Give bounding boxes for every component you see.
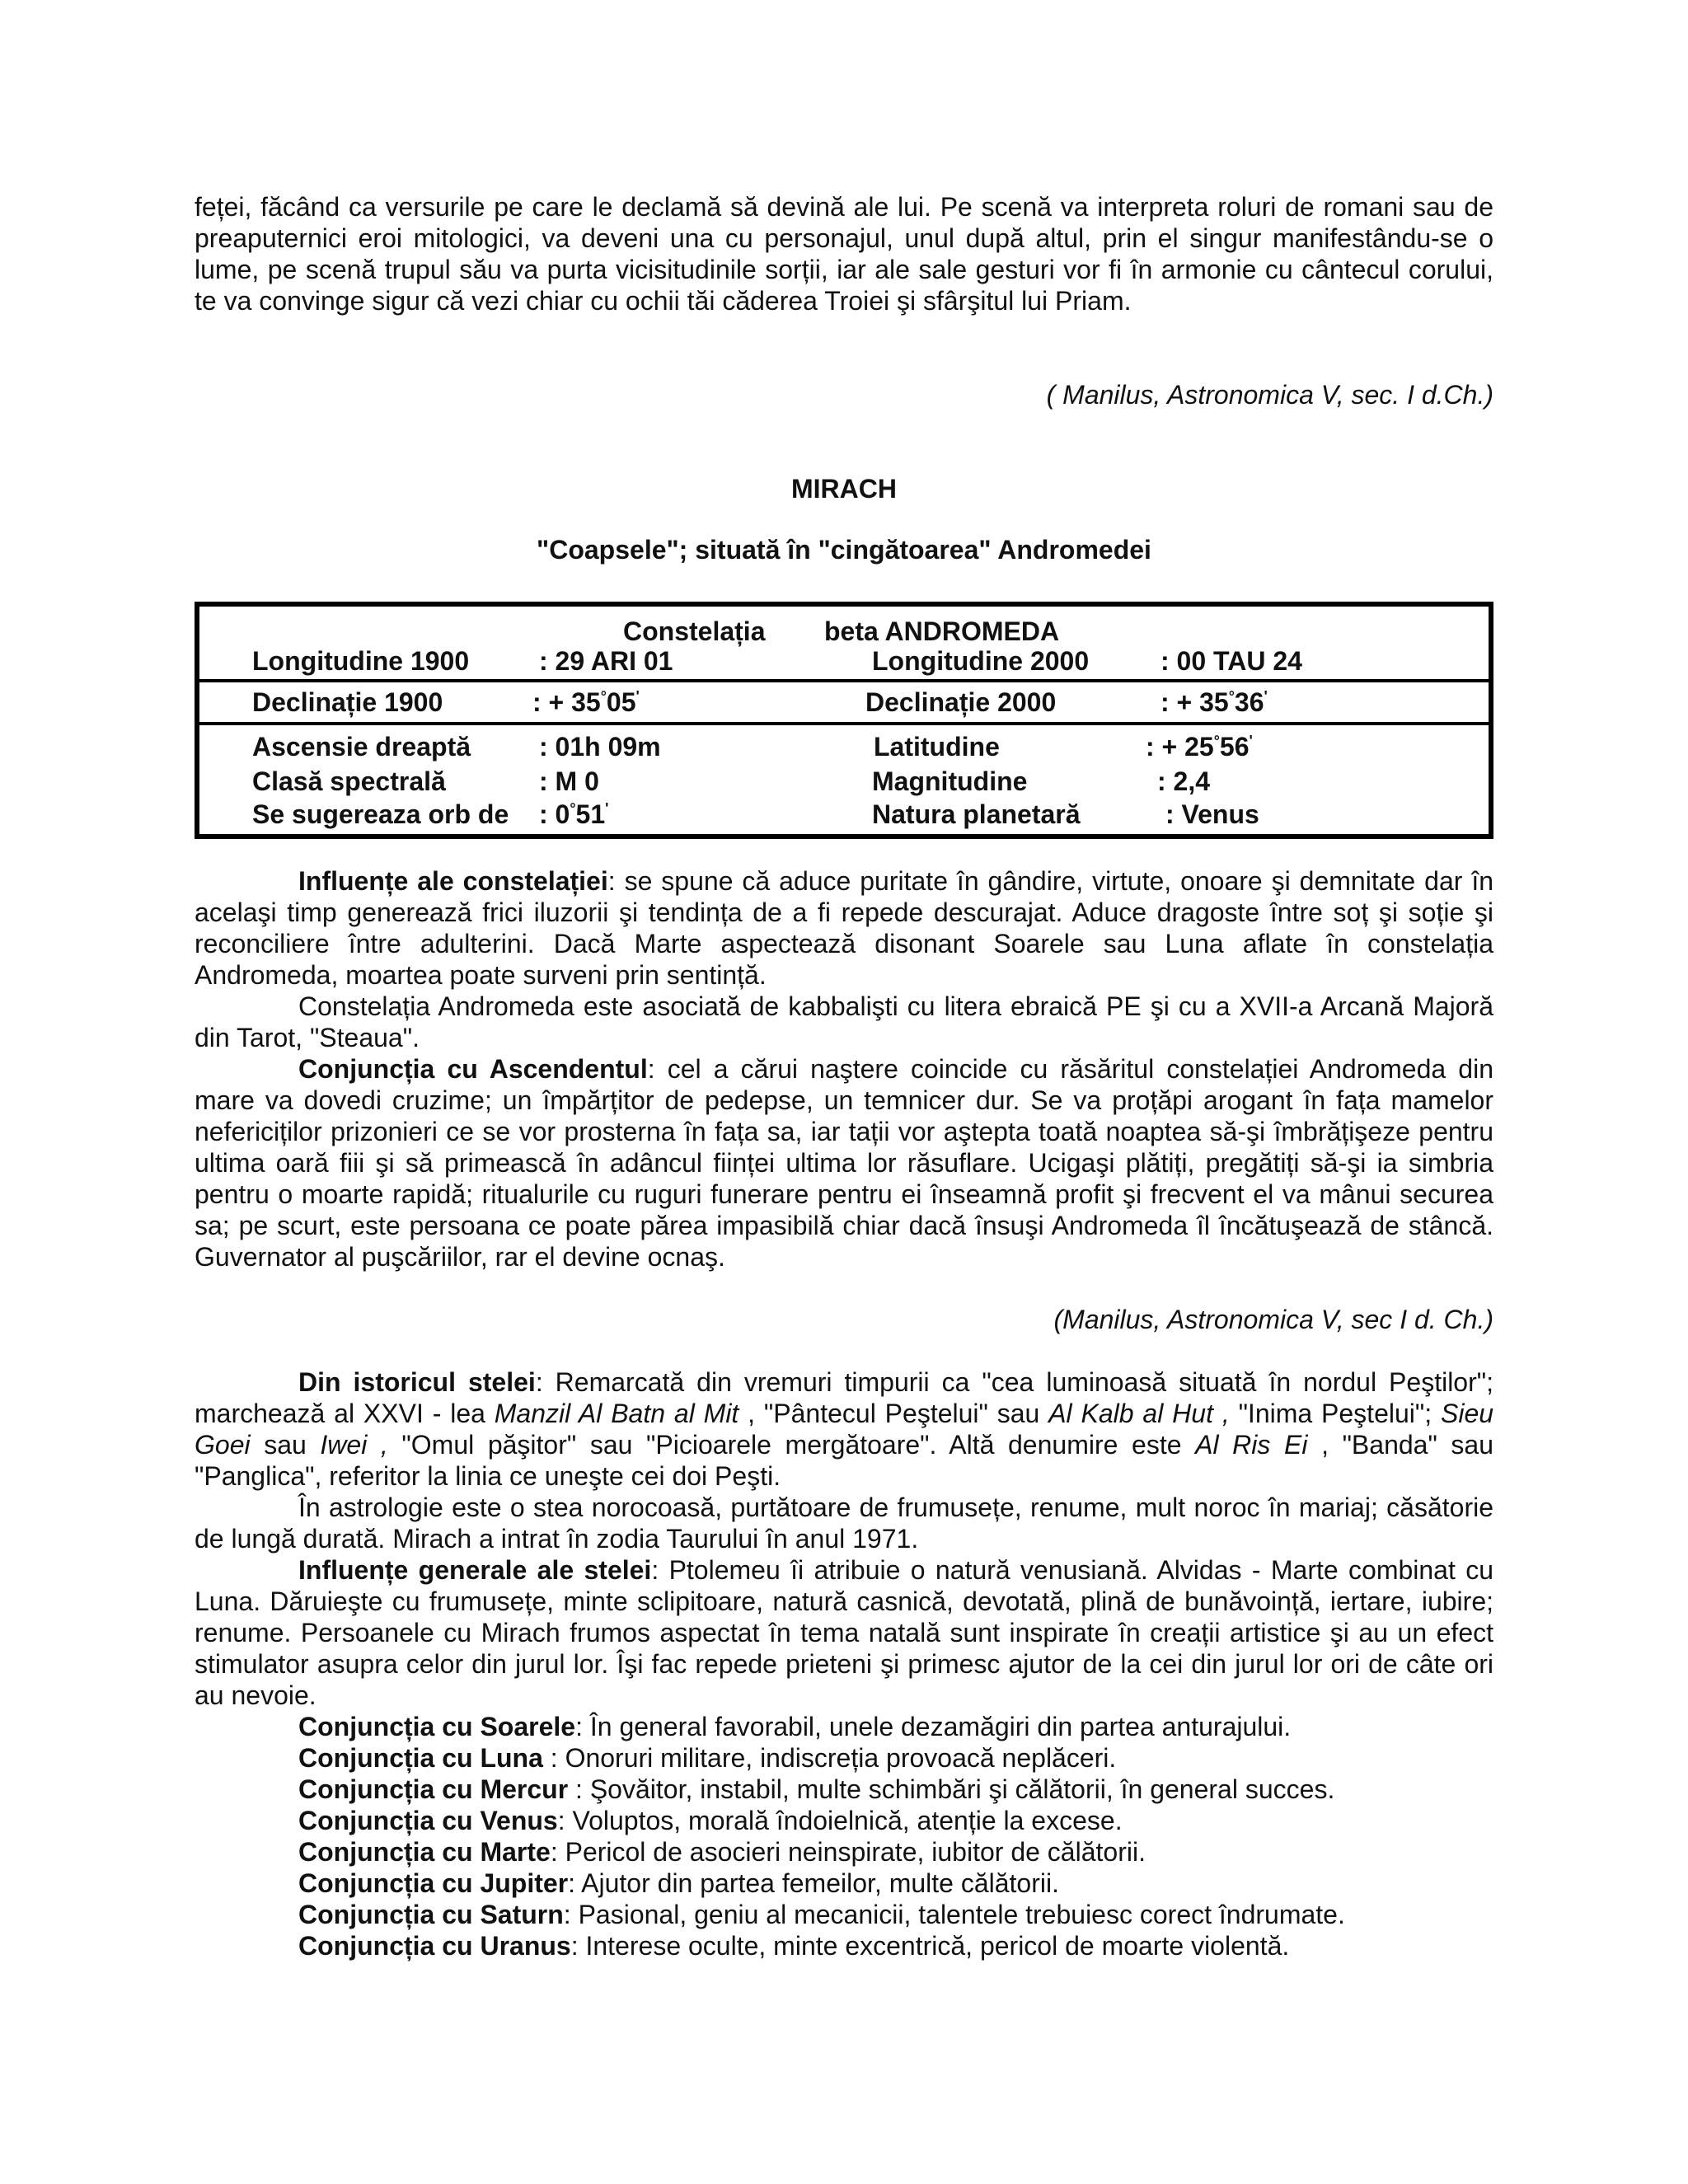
lat-value: : + 25°56': [1146, 732, 1253, 762]
star-data-table: [195, 602, 1493, 839]
star-name: MIRACH: [791, 474, 897, 504]
influente-constelatiei: Influențe ale constelației: se spune că aduce puritate în gândire, virtute, onoare şi demnitate dar în acelaşi timp generează frici iluzorii şi tendința de a fi repede descurajat. Aduce dragoste între soț şi soție şi reconciliere între adulterini. Dacă Marte aspectează disonant Soarele sau Luna aflate în constelația Andromeda, moartea poate surveni prin sentință.: [195, 866, 1494, 990]
intro-citation: ( Manilus, Astronomica V, sec. I d.Ch.): [1046, 380, 1493, 410]
spec-label: Clasă spectrală: [252, 766, 446, 796]
spec-value: : M 0: [539, 766, 599, 796]
nature-label: Natura planetară: [872, 799, 1081, 829]
main-text: [195, 865, 1493, 1961]
citation-2: (Manilus, Astronomica V, sec I d. Ch.): [1053, 1305, 1493, 1334]
conjunction-saturn: Conjuncția cu Saturn: Pasional, geniu al mecanicii, talentele trebuiesc corect îndrumate.: [298, 1900, 1345, 1929]
conjunction-venus: Conjuncția cu Venus: Voluptos, morală îndoielnică, atenție la excese.: [298, 1806, 1123, 1835]
kabbala-paragraph: Constelația Andromeda este asociată de kabbalişti cu litera ebraică PE şi cu a XVII-a Arcană Majoră din Tarot, "Steaua".: [195, 991, 1493, 1052]
lat-label: Latitudine: [874, 732, 1000, 762]
lon1900-label: Longitudine 1900: [252, 646, 470, 676]
conjunctions-list: [195, 1711, 1493, 1961]
lon2000-value: : 00 TAU 24: [1160, 646, 1302, 676]
lon1900-value: : 29 ARI 01: [539, 646, 673, 676]
mag-label: Magnitudine: [872, 766, 1028, 796]
orb-value: : 0°51': [539, 799, 609, 829]
astrologie-paragraph: În astrologie este o stea norocoasă, purtătoare de frumusețe, renume, mult noroc în mariaj; căsătorie de lungă durată. Mirach a intrat în zodia Taurului în anul 1971.: [195, 1493, 1493, 1554]
conjunction-jupiter: Conjuncția cu Jupiter: Ajutor din partea femeilor, multe călătorii.: [298, 1868, 1059, 1898]
dec2000-label: Declinație 2000: [865, 687, 1057, 717]
conjunction-mercur: Conjuncția cu Mercur : Şovăitor, instabil, multe schimbări şi călătorii, în general succes.: [298, 1774, 1335, 1804]
orb-label: Se sugereaza orb de: [252, 799, 509, 829]
conjunction-marte: Conjuncția cu Marte: Pericol de asocieri neinspirate, iubitor de călătorii.: [298, 1837, 1146, 1867]
mag-value: : 2,4: [1157, 766, 1211, 796]
influente-generale: Influențe generale ale stelei: Ptolemeu îi atribuie o natură venusiană. Alvidas - Marte combinat cu Luna. Dăruieşte cu frumusețe, minte sclipitoare, natură casnică, devotată, plină de bunăvoință, iertare, iubire; renume. Persoanele cu Mirach frumos aspectat în tema natală sunt inspirate în creații artistice şi au un efect stimulator asupra celor din jurul lor. Îşi fac repede prieteni şi primesc ajutor de la cei din jurul lor ori de câte ori au nevoie.: [195, 1555, 1494, 1710]
ra-value: : 01h 09m: [539, 732, 661, 762]
conjunction-luna: Conjuncția cu Luna : Onoruri militare, indiscreția provoacă neplăceri.: [298, 1743, 1117, 1773]
const-label: Constelația: [623, 616, 766, 646]
lon2000-label: Longitudine 2000: [872, 646, 1090, 676]
const-value: beta ANDROMEDA: [824, 616, 1060, 646]
nature-value: : Venus: [1165, 799, 1259, 829]
ra-label: Ascensie dreaptă: [252, 732, 471, 762]
dec1900-label: Declinație 1900: [252, 687, 443, 717]
dec1900-value: : + 35°05': [532, 687, 640, 717]
intro-paragraph: feței, făcând ca versurile pe care le declamă să devină ale lui. Pe scenă va interpreta roluri de romani sau de preaputernici eroi mitologici, va deveni una cu personajul, unul după altul, prin el singur manifestându-se o lume, pe scenă trupul său va purta vicisitudinile sorții, iar ale sale gesturi vor fi în armonie cu cântecul corului, te va convinge sigur că vezi chiar cu ochii tăi căderea Troiei şi sfârşitul lui Priam.: [195, 192, 1493, 316]
conjunction-soarele: Conjuncția cu Soarele: În general favorabil, unele dezamăgiri din partea anturajului.: [298, 1712, 1292, 1741]
conjunctie-ascendent: Conjuncția cu Ascendentul: cel a cărui naştere coincide cu răsăritul constelației Andromeda din mare va dovedi cruzime; un împărțitor de pedepse, un temnicer dur. Se va proțăpi arogant în fața mamelor nefericiților prizonieri ce se vor prosterna în fața sa, iar tații vor aştepta toată noaptea să-şi îmbrățişeze pentru ultima oară fiii şi să primească în adâncul ființei ultima lor răsuflare. Ucigaşi plătiți, pregătiți să-şi ia simbria pentru o moarte rapidă; ritualurile cu ruguri funerare pentru ei înseamnă profit şi frecvent el va mânui securea sa; pe scurt, este persoana ce poate părea impasibilă chiar dacă însuşi Andromeda îl încătuşează de stâncă. Guvernator al puşcăriilor, rar el devine ocnaş.: [195, 1054, 1493, 1272]
istoric-paragraph: Din istoricul stelei: Remarcată din vremuri timpurii ca "cea luminoasă situată în nordul Peştilor"; marchează al XXVI - lea Manzil Al Batn al Mit , "Pântecul Peştelui" sau Al Kalb al Hut , "Inima Peştelui"; Sieu Goei sau Iwei , "Omul păşitor" sau "Picioarele mergătoare". Altă denumire este Al Ris Ei , "Banda" sau "Panglica", referitor la linia ce uneşte cei doi Peşti.: [195, 1367, 1494, 1491]
dec2000-value: : + 35°36': [1160, 687, 1268, 717]
conjunction-uranus: Conjuncția cu Uranus: Interese oculte, minte excentrică, pericol de moarte violentă.: [298, 1931, 1290, 1961]
star-subtitle: "Coapsele"; situată în "cingătoarea" Andromedei: [537, 535, 1151, 565]
